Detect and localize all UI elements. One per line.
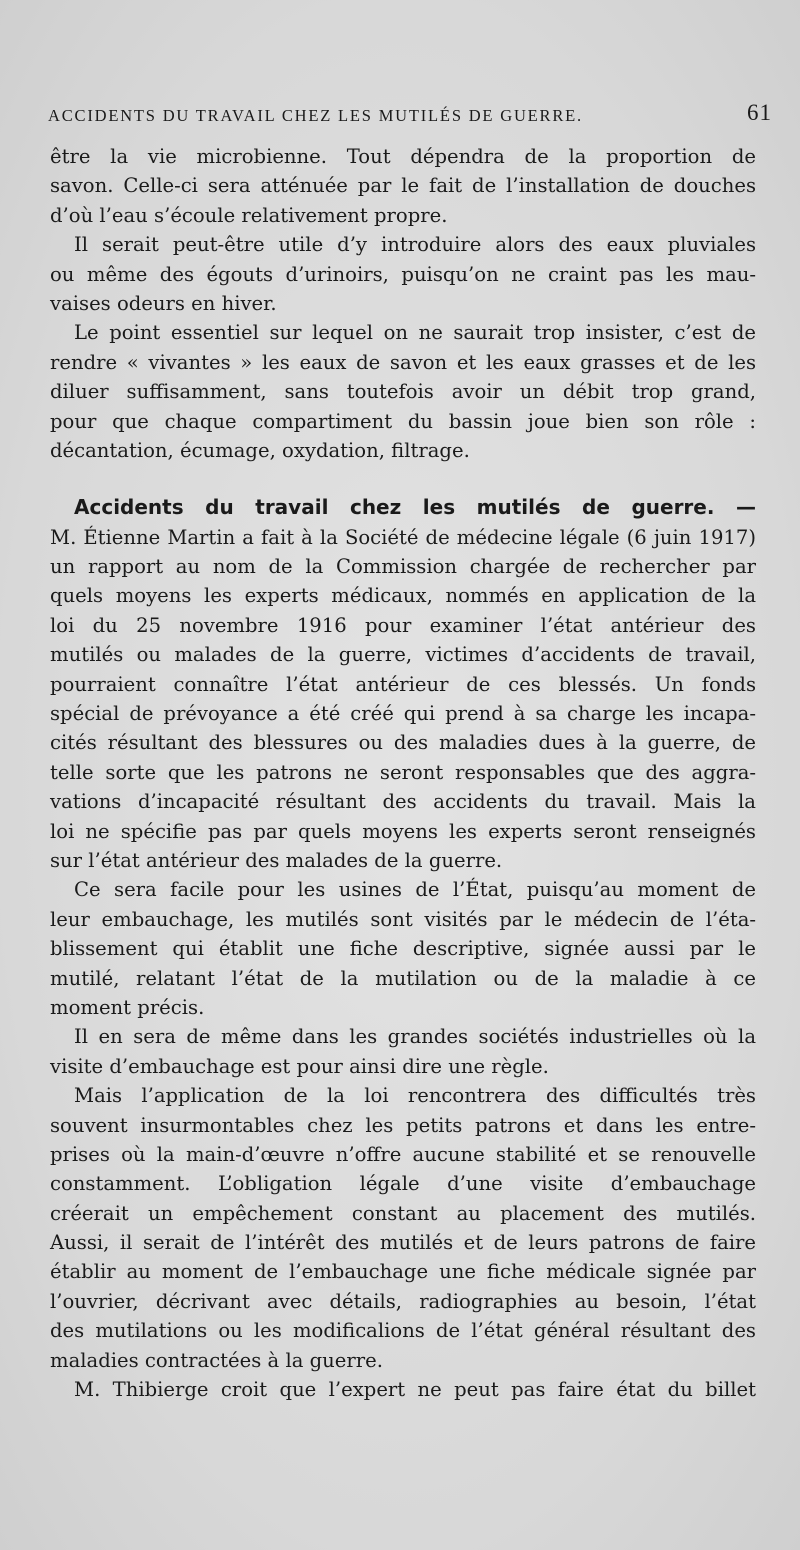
- text-line: souvent insurmontables chez les petits patrons et dans les entre-: [50, 1113, 756, 1137]
- text-line: loi ne spécifie pas par quels moyens les experts seront renseignés: [50, 819, 756, 843]
- text-line: établir au moment de l’embauchage une fiche médicale signée par: [50, 1260, 756, 1284]
- text-line: Il en sera de même dans les grandes sociétés industrielles où la: [74, 1025, 756, 1049]
- text-line: sur l’état antérieur des malades de la guerre.: [50, 848, 503, 872]
- paragraph: [50, 1022, 756, 1081]
- text-line: ou même des égouts d’urinoirs, puisqu’on ne craint pas les mau-: [50, 262, 756, 286]
- section-heading: Accidents du travail chez les mutilés de guerre. —: [74, 495, 756, 520]
- section-gap: [50, 465, 756, 493]
- text-line: être la vie microbienne. Tout dépendra de la proportion de: [50, 145, 756, 168]
- body-text: [50, 142, 756, 1404]
- text-line: l’ouvrier, décrivant avec détails, radiographies au besoin, l’état: [50, 1289, 756, 1313]
- text-line: rendre « vivantes » les eaux de savon et les eaux grasses et de les: [50, 350, 756, 374]
- text-line: vaises odeurs en hiver.: [50, 291, 277, 315]
- text-line: spécial de prévoyance a été créé qui prend à sa charge les incapa-: [50, 702, 756, 726]
- text-line: diluer suffisamment, sans toutefois avoir un débit trop grand,: [50, 380, 756, 404]
- text-line: moment précis.: [50, 995, 205, 1019]
- text-line: des mutilations ou les modificalions de l’état général résultant des: [50, 1319, 756, 1343]
- text-line: Mais l’application de la loi rencontrera des difficultés très: [74, 1084, 756, 1108]
- text-line: Ce sera facile pour les usines de l’État, puisqu’au moment de: [74, 878, 756, 902]
- text-line: d’où l’eau s’écoule relativement propre.: [50, 203, 448, 227]
- text-line: mutilé, relatant l’état de la mutilation ou de la maladie à ce: [50, 966, 756, 990]
- text-line: mutilés ou malades de la guerre, victimes d’accidents de travail,: [50, 643, 756, 667]
- paragraph: [50, 875, 756, 1022]
- text-line: visite d’embauchage est pour ainsi dire une règle.: [50, 1054, 549, 1078]
- paragraph: [50, 1375, 756, 1404]
- text-line: créerait un empêchement constant au placement des mutilés.: [50, 1201, 756, 1225]
- text-line: décantation, écumage, oxydation, filtrage.: [50, 438, 470, 462]
- text-line: Il serait peut-être utile d’y introduire alors des eaux pluviales: [74, 233, 756, 257]
- text-line: maladies contractées à la guerre.: [50, 1348, 383, 1372]
- text-line: constamment. L’obligation légale d’une visite d’embauchage: [50, 1172, 756, 1196]
- text-line: un rapport au nom de la Commission chargée de rechercher par: [50, 555, 756, 579]
- paragraph: [50, 318, 756, 465]
- paragraph: [50, 230, 756, 318]
- text-line: M. Étienne Martin a fait à la Société de médecine légale (6 juin 1917): [50, 525, 756, 549]
- paragraph: [50, 493, 756, 875]
- paragraph: [50, 1081, 756, 1375]
- text-line: prises où la main-d’œuvre n’offre aucune stabilité et se renouvelle: [50, 1142, 756, 1166]
- running-header: [48, 100, 772, 130]
- text-line: M. Thibierge croit que l’expert ne peut pas faire état du billet: [74, 1378, 756, 1402]
- text-line: loi du 25 novembre 1916 pour examiner l’état antérieur des: [50, 613, 756, 637]
- text-line: savon. Celle-ci sera atténuée par le fait de l’installation de douches: [50, 174, 756, 198]
- text-line: blissement qui établit une fiche descriptive, signée aussi par le: [50, 937, 756, 961]
- text-line: Aussi, il serait de l’intérêt des mutilés et de leurs patrons de faire: [50, 1231, 756, 1255]
- text-line: leur embauchage, les mutilés sont visités par le médecin de l’éta-: [50, 907, 756, 931]
- text-line: cités résultant des blessures ou des maladies dues à la guerre, de: [50, 731, 756, 755]
- paragraph: [50, 142, 756, 230]
- text-line: vations d’incapacité résultant des accidents du travail. Mais la: [50, 790, 756, 814]
- text-line: pour que chaque compartiment du bassin joue bien son rôle :: [50, 409, 756, 433]
- text-line: Le point essentiel sur lequel on ne saurait trop insister, c’est de: [74, 321, 756, 345]
- running-title: ACCIDENTS DU TRAVAIL CHEZ LES MUTILÉS DE GUERRE.: [48, 106, 583, 125]
- text-line: pourraient connaître l’état antérieur de ces blessés. Un fonds: [50, 672, 756, 696]
- text-line: quels moyens les experts médicaux, nommés en application de la: [50, 584, 756, 608]
- text-line: telle sorte que les patrons ne seront responsables que des aggra-: [50, 760, 756, 784]
- page-number: 61: [747, 100, 772, 125]
